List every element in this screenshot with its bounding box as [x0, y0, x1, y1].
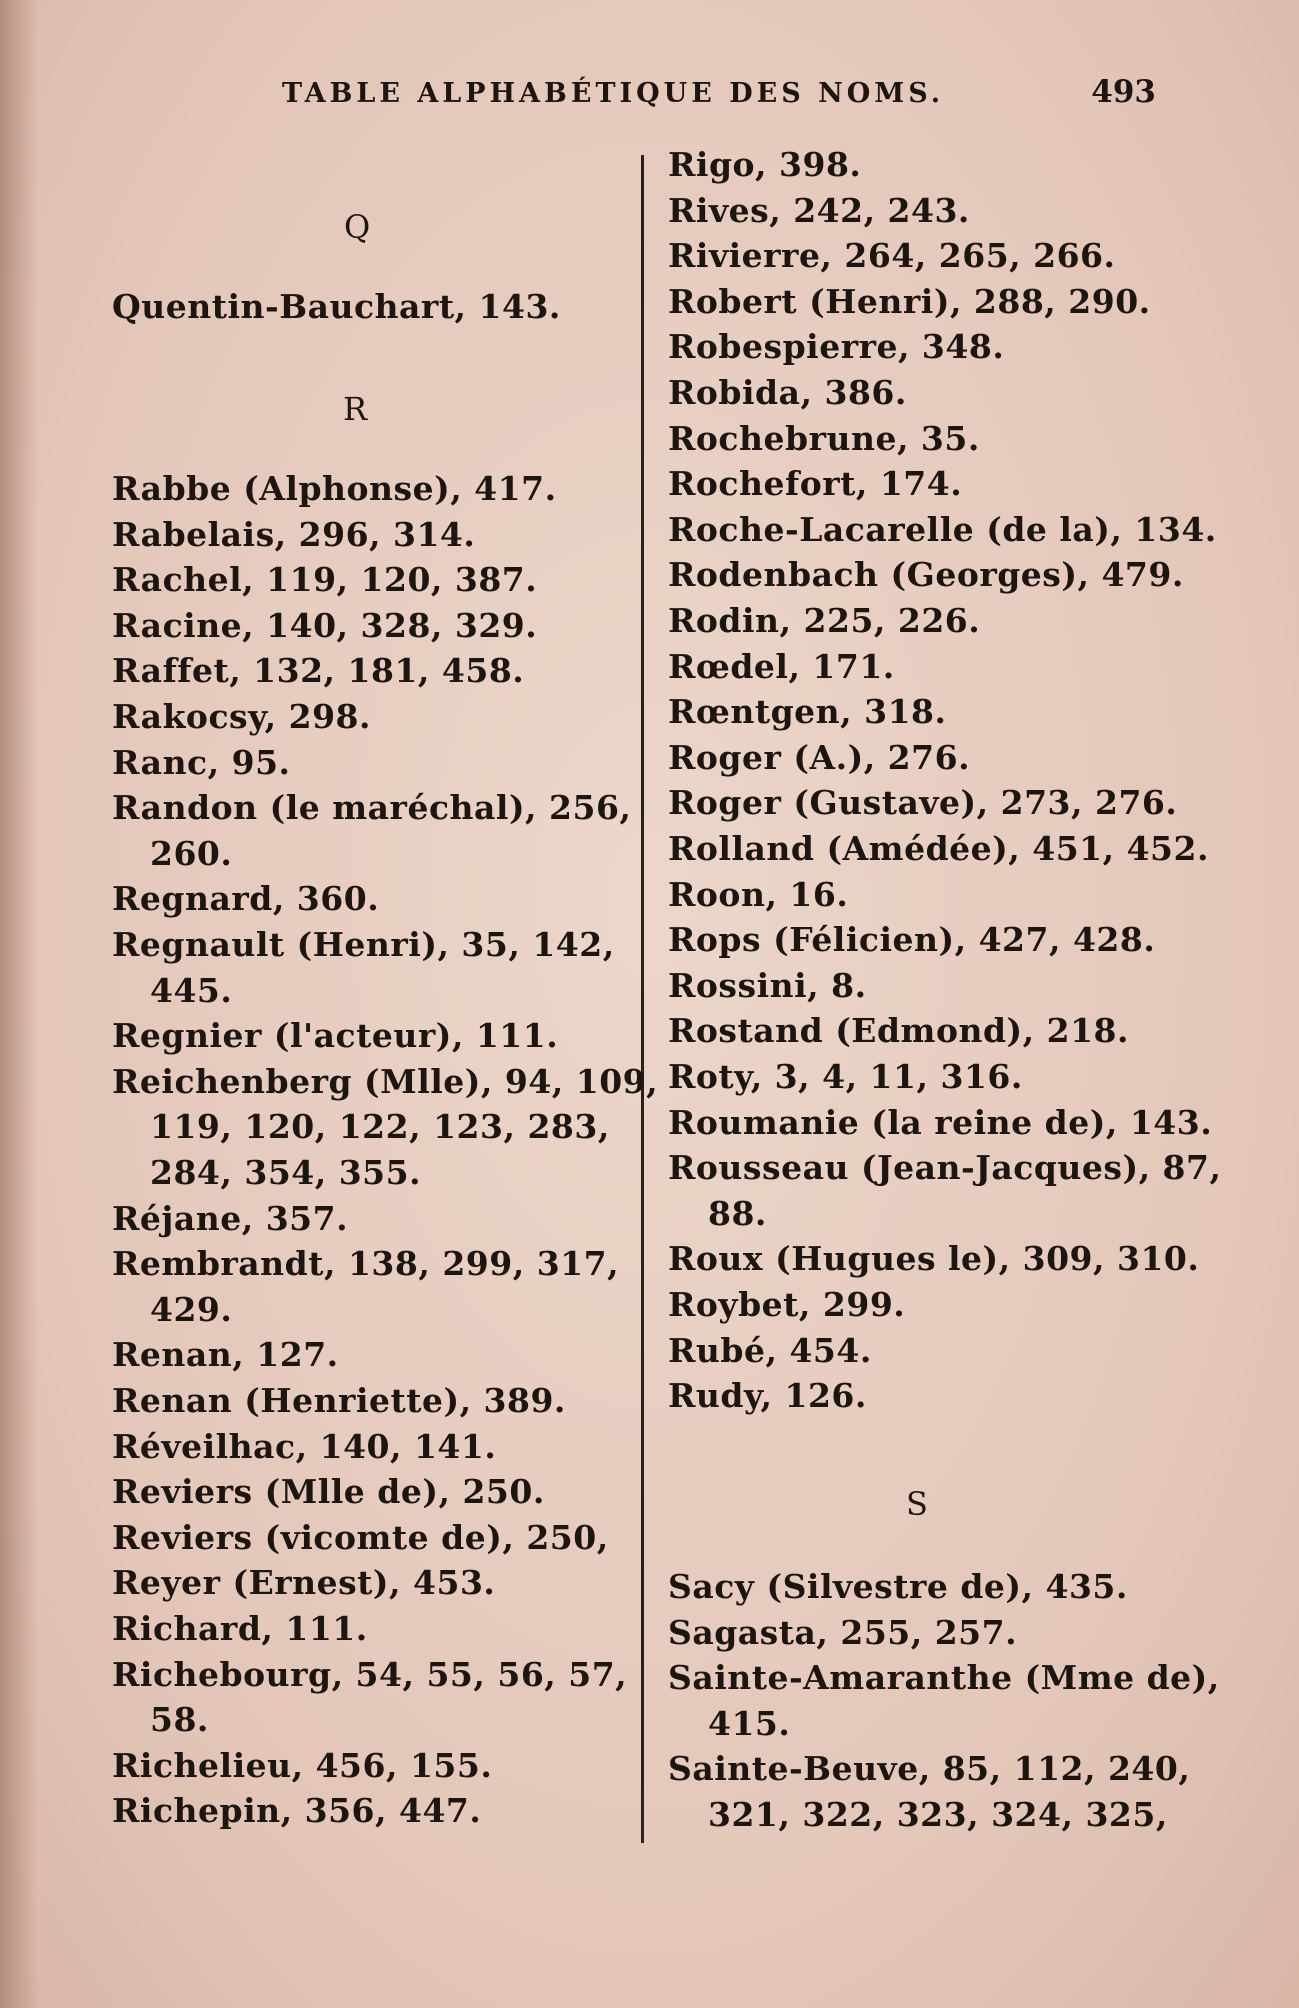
section-letter-q: Q — [344, 208, 371, 246]
index-entry: Roger (A.), 276. — [668, 737, 971, 777]
index-entry: Reviers (vicomte de), 250, — [112, 1517, 609, 1557]
index-entry: Regnault (Henri), 35, 142, — [112, 925, 615, 964]
index-entry: Reyer (Ernest), 453. — [112, 1563, 496, 1603]
index-entry: Sainte-Amaranthe (Mme de), — [668, 1658, 1220, 1698]
index-entry: Roche-Lacarelle (de la), 134. — [668, 509, 1217, 549]
index-entry-continuation: 415. — [708, 1703, 791, 1743]
index-entry: Raffet, 132, 181, 458. — [112, 651, 525, 691]
index-entry: Reichenberg (Mlle), 94, 109, — [112, 1061, 659, 1101]
index-entry: Regnard, 360. — [112, 879, 380, 919]
index-entry: Roger (Gustave), 273, 276. — [668, 783, 1178, 823]
index-entry: Richelieu, 456, 155. — [112, 1745, 493, 1785]
index-entry: Rivierre, 264, 265, 266. — [668, 236, 1116, 276]
section-letter-r: R — [343, 390, 368, 428]
page-gutter-shadow — [0, 0, 38, 2008]
index-entry: Robespierre, 348. — [668, 327, 1005, 367]
index-entry: Rolland (Amédée), 451, 452. — [668, 829, 1209, 868]
section-letter-s: S — [906, 1485, 928, 1523]
index-entry-continuation: 119, 120, 122, 123, 283, — [150, 1107, 610, 1147]
index-entry: Richebourg, 54, 55, 56, 57, — [112, 1654, 628, 1694]
index-entry: Rœntgen, 318. — [668, 692, 947, 732]
header-title: TABLE ALPHABÉTIQUE DES NOMS. — [282, 78, 945, 109]
index-entry: Rossini, 8. — [668, 965, 867, 1005]
running-header — [282, 70, 1162, 120]
index-entry: Réjane, 357. — [112, 1198, 349, 1238]
index-entry: Richepin, 356, 447. — [112, 1791, 482, 1831]
index-entry: Rakocsy, 298. — [112, 697, 371, 736]
index-entry: Roux (Hugues le), 309, 310. — [668, 1239, 1200, 1279]
index-entry: Randon (le maréchal), 256, — [112, 788, 632, 828]
index-entry: Rostand (Edmond), 218. — [668, 1011, 1129, 1051]
index-entry: Roon, 16. — [668, 874, 849, 914]
index-entry-continuation: 321, 322, 323, 324, 325, — [708, 1795, 1168, 1834]
index-entry: Rochebrune, 35. — [668, 418, 980, 458]
index-entry: Renan (Henriette), 389. — [112, 1381, 566, 1420]
index-entry: Regnier (l'acteur), 111. — [112, 1016, 559, 1056]
index-entry: Rochefort, 174. — [668, 464, 963, 504]
index-entry: Roybet, 299. — [668, 1285, 906, 1324]
index-entry: Ranc, 95. — [112, 742, 291, 782]
index-entry: Reviers (Mlle de), 250. — [112, 1472, 545, 1512]
index-entry: Richard, 111. — [112, 1609, 368, 1648]
index-entry: Rodenbach (Georges), 479. — [668, 555, 1184, 595]
index-entry-continuation: 284, 354, 355. — [150, 1153, 422, 1192]
index-entry: Rousseau (Jean-Jacques), 87, — [668, 1148, 1222, 1188]
index-entry: Roumanie (la reine de), 143. — [668, 1102, 1213, 1142]
column-divider — [641, 155, 644, 1843]
index-entry: Sainte-Beuve, 85, 112, 240, — [668, 1749, 1191, 1789]
index-entry: Robert (Henri), 288, 290. — [668, 281, 1151, 321]
index-entry-continuation: 260. — [150, 833, 233, 873]
index-entry: Rudy, 126. — [668, 1376, 867, 1416]
index-entry: Racine, 140, 328, 329. — [112, 605, 538, 645]
index-entry: Rœdel, 171. — [668, 646, 895, 686]
index-entry: Rops (Félicien), 427, 428. — [668, 920, 1156, 960]
index-entry: Roty, 3, 4, 11, 316. — [668, 1057, 1023, 1096]
index-entry-continuation: 445. — [150, 970, 233, 1010]
index-entry-continuation: 58. — [150, 1700, 209, 1740]
index-entry: Réveilhac, 140, 141. — [112, 1426, 497, 1466]
index-entry: Rubé, 454. — [668, 1330, 872, 1370]
index-entry: Rodin, 225, 226. — [668, 601, 981, 640]
index-entry: Rigo, 398. — [668, 145, 862, 184]
index-entry: Renan, 127. — [112, 1335, 339, 1375]
index-entry: Rives, 242, 243. — [668, 190, 970, 230]
index-entry: Rembrandt, 138, 299, 317, — [112, 1244, 620, 1284]
index-entry: Sacy (Silvestre de), 435. — [668, 1567, 1128, 1606]
index-entry-continuation: 88. — [708, 1193, 767, 1233]
index-entry: Quentin-Bauchart, 143. — [112, 287, 561, 326]
index-entry: Robida, 386. — [668, 373, 907, 412]
index-entry: Rabelais, 296, 314. — [112, 514, 476, 554]
page-number: 493 — [1091, 74, 1156, 110]
index-entry-continuation: 429. — [150, 1289, 233, 1329]
index-entry: Rachel, 119, 120, 387. — [112, 560, 538, 600]
index-entry: Rabbe (Alphonse), 417. — [112, 469, 557, 508]
index-entry: Sagasta, 255, 257. — [668, 1612, 1018, 1652]
